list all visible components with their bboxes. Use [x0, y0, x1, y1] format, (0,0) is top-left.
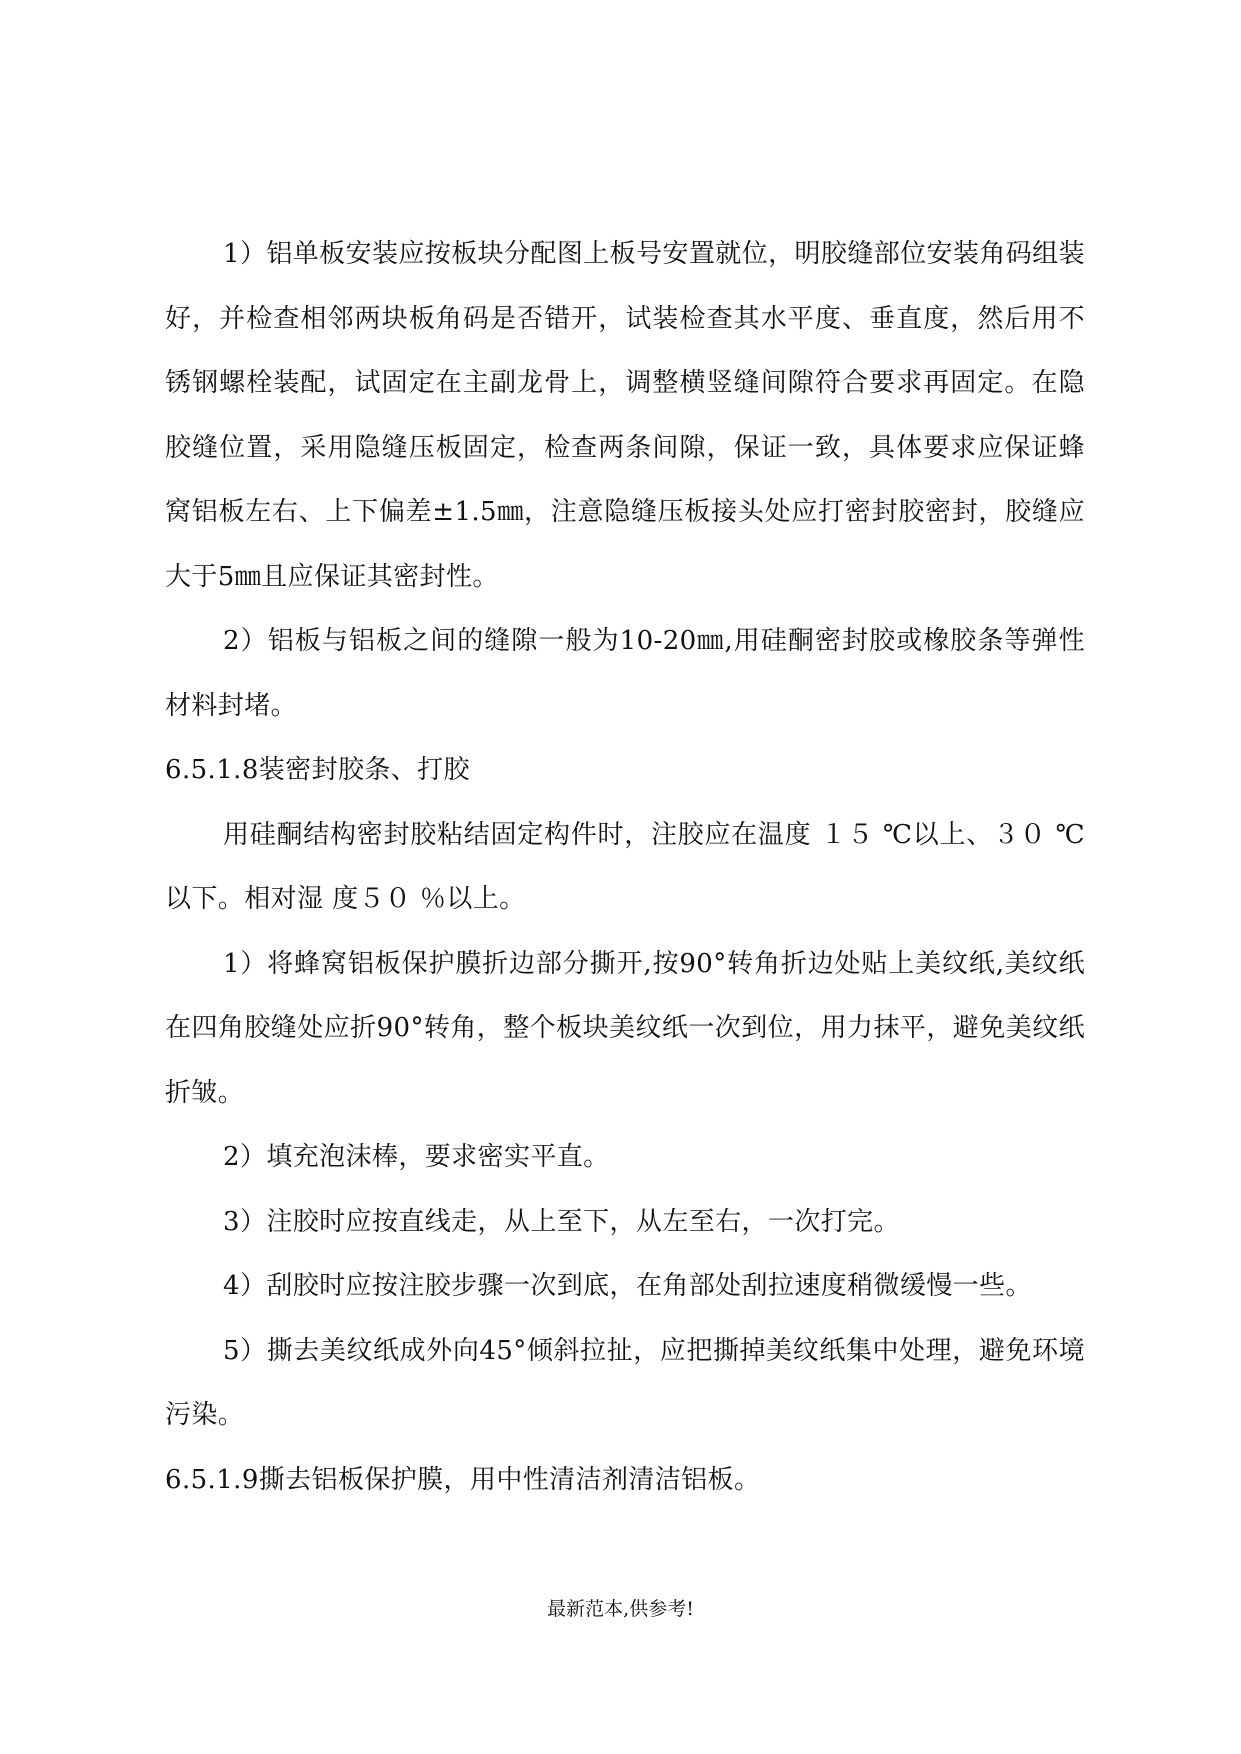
document-body [165, 222, 1085, 1512]
paragraph-sealant-conditions: 用硅酮结构密封胶粘结固定构件时，注胶应在温度 １５ ℃以上、３０ ℃以下。相对湿 度５０ ％以上。 [165, 819, 1085, 914]
section-heading-6-5-1-8: 6.5.1.8装密封胶条、打胶 [165, 755, 470, 785]
paragraph-sealing-step-3: 3）注胶时应按直线走，从上至下，从左至右，一次打完。 [223, 1206, 900, 1237]
page-footer: 最新范本,供参考! [547, 1598, 694, 1620]
paragraph-installation-step-1: 1）铝单板安装应按板块分配图上板号安置就位，明胶缝部位安装角码组装好，并检查相邻两块板角码是否错开，试装检查其水平度、垂直度，然后用不锈钢螺栓装配，试固定在主副龙骨上，调整横竖缝间隙符合要求再固定。在隐胶缝位置，采用隐缝压板固定，检查两条间隙，保证一致，具体要求应保证蜂窝铝板左右、上下偏差±1.5㎜，注意隐缝压板接头处应打密封胶密封，胶缝应大于5㎜且应保证其密封性。 [165, 239, 1085, 592]
paragraph-installation-step-2: 2）铝板与铝板之间的缝隙一般为10-20㎜,用硅酮密封胶或橡胶条等弹性材料封堵。 [165, 626, 1085, 721]
paragraph-sealing-step-2: 2）填充泡沫棒，要求密实平直。 [223, 1142, 610, 1172]
section-heading-6-5-1-9: 6.5.1.9撕去铝板保护膜，用中性清洁剂清洁铝板。 [165, 1464, 761, 1495]
paragraph-sealing-step-4: 4）刮胶时应按注胶步骤一次到底，在角部处刮拉速度稍微缓慢一些。 [223, 1271, 1032, 1301]
paragraph-sealing-step-5: 5）撕去美纹纸成外向45°倾斜拉扯，应把撕掉美纹纸集中处理，避免环境污染。 [165, 1335, 1085, 1430]
paragraph-sealing-step-1: 1）将蜂窝铝板保护膜折边部分撕开,按90°转角折边处贴上美纹纸,美纹纸在四角胶缝处应折90°转角，整个板块美纹纸一次到位，用力抹平，避免美纹纸折皱。 [165, 948, 1085, 1108]
